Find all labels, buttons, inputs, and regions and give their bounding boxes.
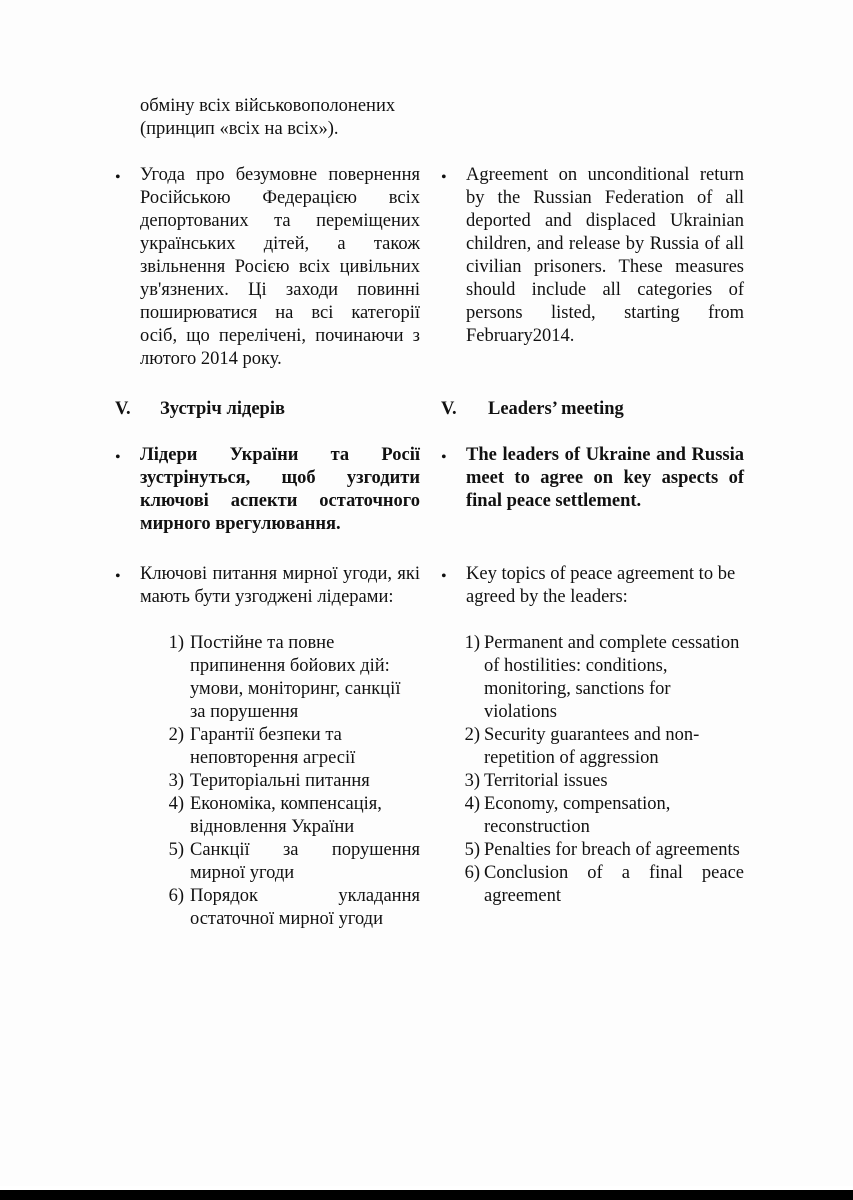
bullet-icon: • [115, 169, 121, 186]
topics-list-en [458, 632, 744, 908]
list-item: 4) Економіка, компенсація, відновлення України [168, 794, 382, 837]
list-item: 6) Порядок укладання остаточної мирної угоди [168, 886, 420, 929]
bullet-icon: • [115, 568, 121, 585]
list-item: 5) Санкції за порушення мирної угоди [168, 840, 420, 883]
bullet-icon: • [115, 449, 121, 466]
agreement-children-en: Agreement on unconditional return by the Russian Federation of all deported and displaced Ukrainian children, and release by Russia of all civilian prisoners. These measures should include all categories of persons listed, starting from February2014. [466, 165, 744, 346]
section-heading-uk [115, 398, 415, 421]
list-item: 2) Гарантії безпеки та неповторення агресії [168, 725, 356, 768]
list-item: 1) Permanent and complete cessation of hostilities: conditions, monitoring, sanctions for violations [464, 633, 740, 722]
list-item: 2) Security guarantees and non-repetition of aggression [464, 725, 700, 768]
bullet-icon: • [441, 169, 447, 186]
section-number-en: V. [441, 399, 457, 419]
key-topics-intro-en: Key topics of peace agreement to be agreed by the leaders: [466, 564, 736, 607]
continuation-text-uk: обміну всіх військовополонених (принцип «всіх на всіх»). [140, 96, 396, 139]
list-item: 3) Територіальні питання [168, 771, 370, 791]
leaders-meet-en: The leaders of Ukraine and Russia meet to agree on key aspects of final peace settlement. [466, 445, 744, 511]
section-title-uk: Зустріч лідерів [160, 399, 285, 419]
list-item: 4) Economy, compensation, reconstruction [464, 794, 671, 837]
agreement-children-uk: Угода про безумовне повернення Російською Федерацією всіх депортованих та переміщених українських дітей, а також звільнення Росією всіх цивільних ув'язнених. Ці заходи повинні поширюватися на всі категорії осіб, що перелічені, починаючи з лютого 2014 року. [140, 165, 420, 369]
section-heading-en [441, 398, 741, 421]
bullet-icon: • [441, 449, 447, 466]
bullet-icon: • [441, 568, 447, 585]
topics-list-uk [160, 632, 420, 931]
list-item: 1) Постійне та повне припинення бойових дій: умови, моніторинг, санкції за порушення [168, 633, 401, 722]
bottom-edge-bar [0, 1190, 853, 1200]
list-item: 6) Conclusion of a final peace agreement [464, 863, 744, 906]
section-number-uk: V. [115, 399, 131, 419]
list-item: 5) Penalties for breach of agreements [464, 840, 740, 860]
section-title-en: Leaders’ meeting [488, 399, 624, 419]
leaders-meet-uk: Лідери України та Росії зустрінуться, щоб узгодити ключові аспекти остаточного мирного врегулювання. [140, 445, 420, 534]
list-item: 3) Territorial issues [464, 771, 608, 791]
key-topics-intro-uk: Ключові питання мирної угоди, які мають бути узгоджені лідерами: [140, 564, 420, 607]
